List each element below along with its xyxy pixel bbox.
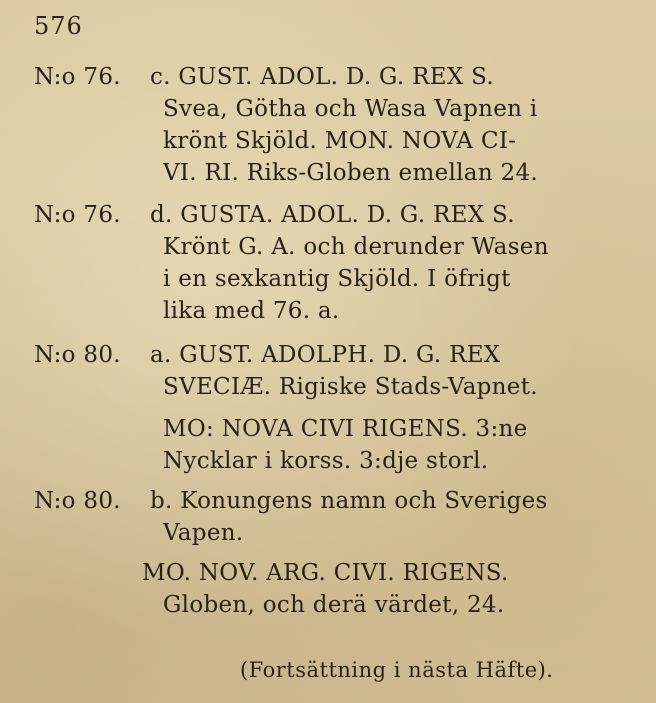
entry-line: SVECIÆ. Rigiske Stads-Vapnet. [163, 374, 538, 400]
entry-line: lika med 76. a. [163, 298, 340, 324]
entry-number: N:o 80. [34, 342, 121, 368]
entry-line: d. GUSTA. ADOL. D. G. REX S. [150, 202, 515, 228]
continuation-note: (Fortsättning i nästa Häfte). [240, 658, 554, 682]
entry-line: Krönt G. A. och derunder Wasen [163, 234, 549, 260]
entry-line: i en sexkantig Skjöld. I öfrigt [163, 266, 511, 292]
entry-number: N:o 76. [34, 64, 121, 90]
entry-line: MO. NOV. ARG. CIVI. RIGENS. [142, 560, 509, 586]
entry-line: b. Konungens namn och Sveriges [150, 488, 548, 514]
entry-line: Svea, Götha och Wasa Vapnen i [163, 96, 538, 122]
entry-line: c. GUST. ADOL. D. G. REX S. [150, 64, 494, 90]
entry-number: N:o 80. [34, 488, 121, 514]
page-number: 576 [34, 12, 83, 40]
entry-line: Globen, och derä värdet, 24. [163, 592, 505, 618]
entry-line: Vapen. [163, 520, 244, 546]
entry-line: MO: NOVA CIVI RIGENS. 3:ne [163, 416, 528, 442]
entry-line: Nycklar i korss. 3:dje storl. [163, 448, 489, 474]
entry-line: a. GUST. ADOLPH. D. G. REX [150, 342, 501, 368]
entry-line: krönt Skjöld. MON. NOVA CI- [163, 128, 517, 154]
entry-number: N:o 76. [34, 202, 121, 228]
entry-line: VI. RI. Riks-Globen emellan 24. [163, 160, 539, 186]
